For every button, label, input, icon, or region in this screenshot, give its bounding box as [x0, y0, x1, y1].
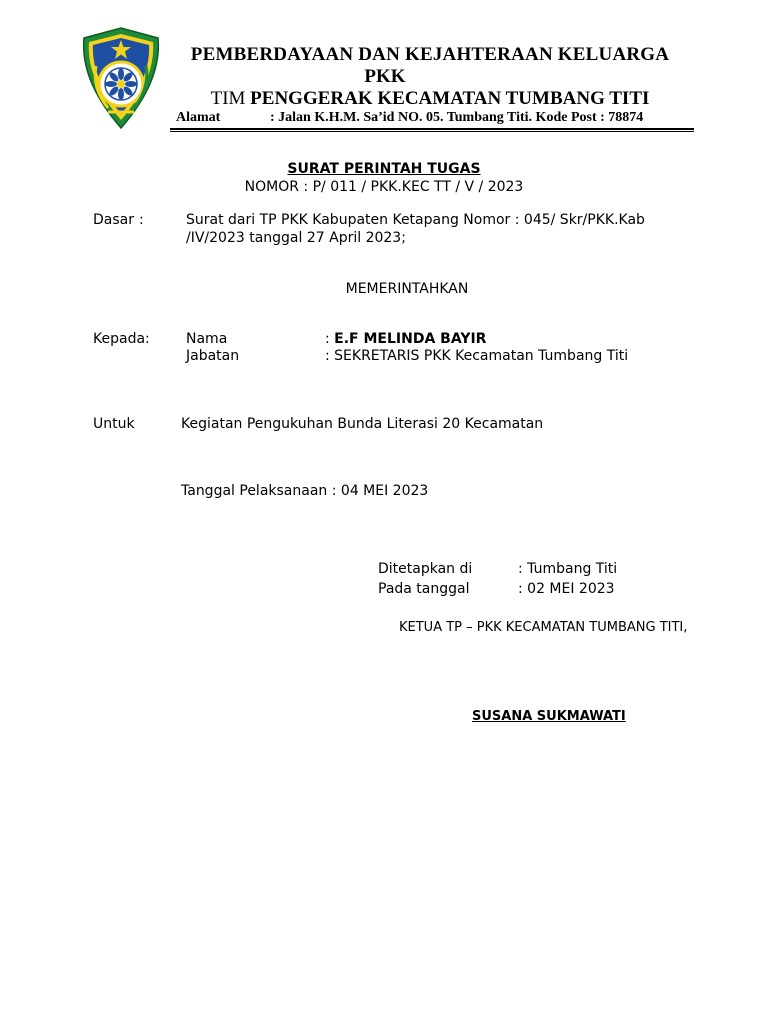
signatory-name: SUSANA SUKMAWATI [472, 709, 626, 724]
letter-number: NOMOR : P/ 011 / PKK.KEC TT / V / 2023 [244, 179, 524, 195]
nama-colon: : [325, 331, 330, 347]
letterhead-line1: PEMBERDAYAAN DAN KEJAHTERAAN KELUARGA [190, 44, 670, 65]
pkk-emblem-icon [78, 26, 164, 130]
jabatan-label: Jabatan [186, 348, 240, 364]
nama-label: Nama [186, 331, 228, 347]
letterhead-rule-thick [170, 128, 694, 130]
tanggal-pelaksanaan: Tanggal Pelaksanaan : 04 MEI 2023 [181, 483, 429, 499]
jabatan-value: : SEKRETARIS PKK Kecamatan Tumbang Titi [325, 348, 629, 364]
letterhead-line3-bold: PENGGERAK KECAMATAN TUMBANG TITI [250, 88, 650, 109]
pada-tanggal-label: Pada tanggal [378, 581, 470, 597]
nama-value [325, 330, 486, 348]
letterhead-line3 [170, 88, 690, 110]
kepada-label: Kepada: [93, 331, 150, 347]
pada-tanggal-value: : 02 MEI 2023 [518, 581, 615, 597]
address-value: : Jalan K.H.M. Sa’id NO. 05. Tumbang Titi. Kode Post : 78874 [270, 110, 644, 125]
ditetapkan-value: : Tumbang Titi [518, 561, 618, 577]
untuk-value: Kegiatan Pengukuhan Bunda Literasi 20 Kecamatan [181, 416, 544, 432]
dasar-label: Dasar [93, 212, 134, 228]
letterhead-line2: PKK [364, 66, 406, 87]
letterhead-address [176, 110, 643, 126]
dasar-colon: : [139, 212, 144, 228]
order-heading: MEMERINTAHKAN [345, 281, 469, 297]
letter-title: SURAT PERINTAH TUGAS [287, 161, 481, 177]
letterhead-line3-prefix: TIM [210, 88, 246, 109]
untuk-label: Untuk [93, 416, 135, 432]
dasar-text-line2: /IV/2023 tanggal 27 April 2023; [186, 230, 406, 246]
address-label: Alamat [176, 110, 221, 125]
ditetapkan-label: Ditetapkan di [378, 561, 473, 577]
nama-name: E.F MELINDA BAYIR [334, 331, 487, 347]
dasar-text-line1: Surat dari TP PKK Kabupaten Ketapang Nomor : 045/ Skr/PKK.Kab [186, 212, 645, 228]
signatory-position: KETUA TP – PKK KECAMATAN TUMBANG TITI, [399, 620, 688, 635]
letterhead-rule-thin [170, 131, 694, 132]
